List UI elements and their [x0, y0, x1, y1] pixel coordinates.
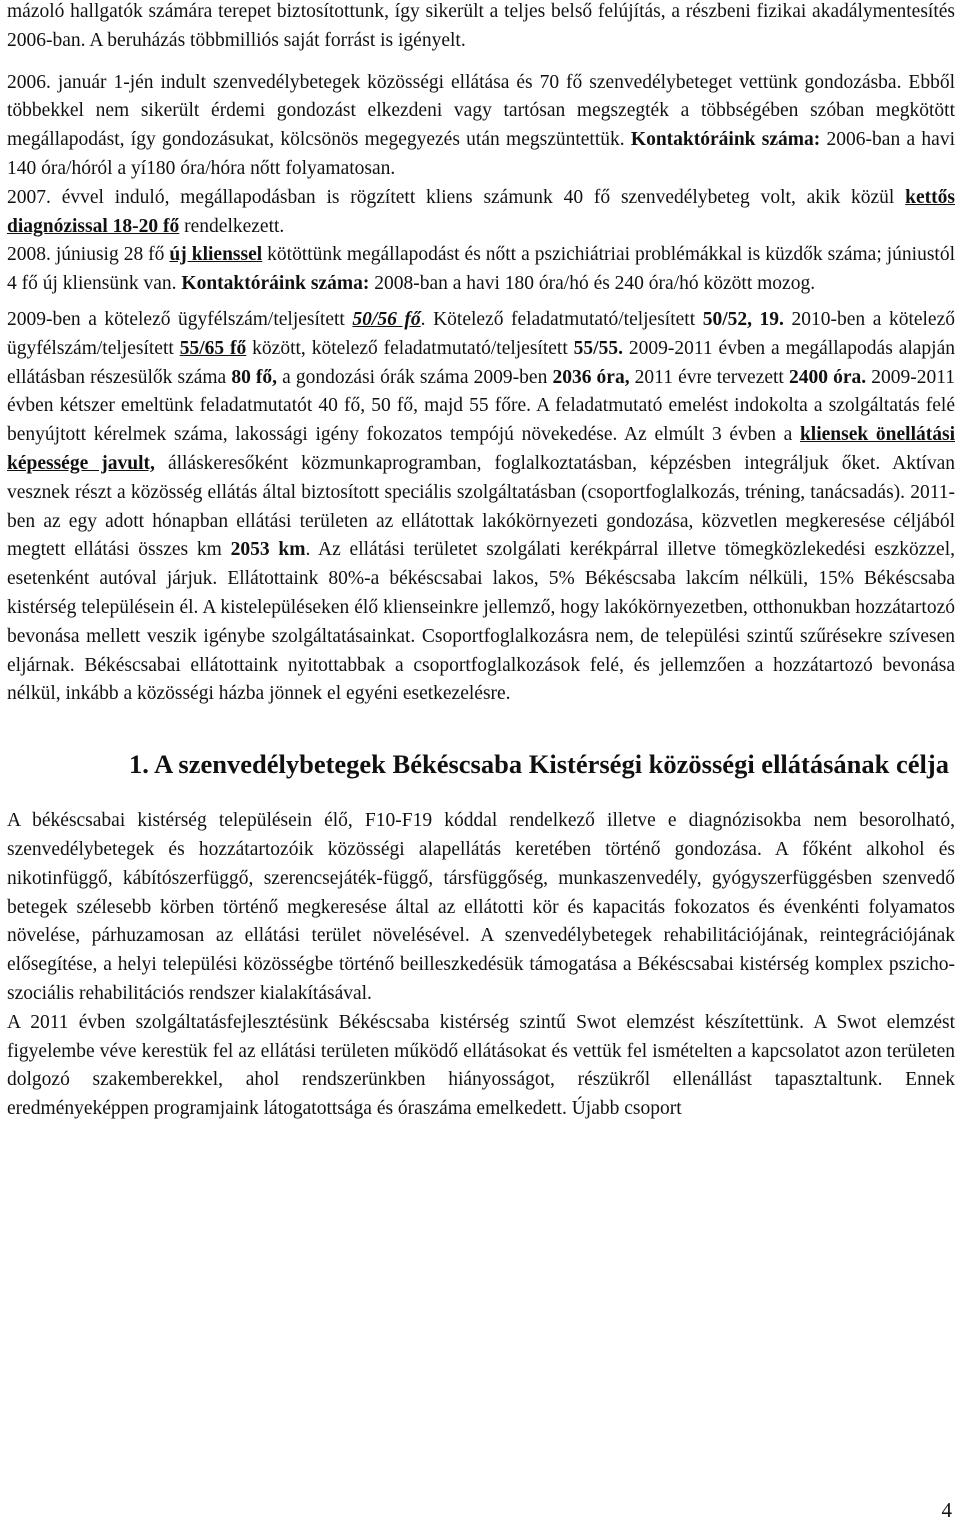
paragraph-text: rendelkezett.	[179, 215, 285, 237]
bold-value: 80 fő,	[231, 366, 278, 388]
paragraph-2007	[7, 184, 955, 242]
bold-text: kettős diagnózissal 18-20 fő	[7, 186, 955, 237]
paragraph-text: 2006-ban a havi 140 óra/hóról a yí180 óra/hóra nőtt folyamatosan.	[7, 129, 955, 179]
paragraph-text: 2008-ban a havi 180 óra/hó és 240 óra/hó között mozog.	[369, 273, 816, 295]
document-page	[7, 0, 955, 1124]
section-heading: 1. A szenvedélybetegek Békéscsaba Kistérségi közösségi ellátásának célja	[129, 749, 949, 780]
bold-phrase: kliensek önellátási képessége javult,	[7, 424, 955, 474]
paragraph-text: A 2011 évben szolgáltatásfejlesztésünk Békéscsaba kistérség szintű Swot elemzést készítettünk. A Swot elemzést figyelembe véve kerestük fel az ellátási területen működő ellátásokat és vettük fel ismételten a kapcsolatot azon területen dolgozó szakemberekkel, ahol rendszerünkben hiányosságot, részükről ellenállást tapasztaltunk. Ennek eredményeképpen programjaink látogatottsága és óraszáma emelkedett. Újabb csoport	[7, 1011, 955, 1120]
paragraph-text: 2010-ben a kötelező ügyfélszám/teljesített	[7, 308, 955, 359]
bold-value: 55/55.	[573, 337, 623, 359]
spacer	[7, 56, 955, 69]
paragraph-2009-2011	[7, 306, 955, 709]
paragraph-text: . Kötelező feladatmutató/teljesített	[420, 308, 703, 330]
paragraph-text: . Az ellátási területet szolgálati kerékpárral illetve tömegközlekedési eszközzel, esetenként autóval járjuk. Ellátottaink 80%-a békéscsabai lakos, 5% Békéscsaba lakcím nélküli, 15% Békéscsaba kistérség településein él. A kistelepüléseken élő klienseinkre jellemző, hogy lakókörnyezetben, otthonukban hozzátartozó bevonása mellett veszik igénybe szolgáltatásainkat. Csoportfoglalkozásra nem, de települési szintű szűrésekre szívesen eljárnak. Békéscsabai ellátottaink nyitottabbak a csoportfoglalkozások felé, és jellemzően a hozzátartozó bevonása nélkül, inkább a közösségi házba jönnek el egyéni esetkezelésre.	[7, 539, 955, 705]
paragraph-text: 2009-ben a kötelező ügyfélszám/teljesített	[7, 308, 353, 330]
bold-value: 2053 km	[230, 539, 306, 561]
paragraph-text: 2008. júniusig 28 fő	[7, 244, 170, 266]
paragraph-swot	[7, 1009, 955, 1124]
paragraph-text: 2011 évre tervezett	[629, 366, 789, 388]
bold-italic-value: 50/56 fő	[352, 308, 421, 330]
paragraph-goals	[7, 807, 955, 1009]
bold-value: 50/52, 19.	[702, 308, 784, 330]
bold-label: Kontaktóráink száma:	[181, 273, 370, 295]
paragraph-text: 2007. évvel induló, megállapodásban is rögzített kliens számunk 40 fő szenvedélybeteg volt, akik közül	[7, 186, 906, 208]
paragraph-text: között, kötelező feladatmutató/teljesített	[246, 337, 574, 359]
bold-text: új klienssel	[169, 244, 263, 266]
paragraph-text: 2009-2011 évben kétszer emeltünk feladatmutatót 40 fő, 50 fő, majd 55 főre. A feladatmutató emelést indokolta a szolgáltatás felé benyújtott kérelmek száma, lakossági igény fokozatos tempójú növekedése. Az elmúlt 3 évben a	[7, 366, 955, 446]
bold-value: 2036 óra,	[552, 366, 630, 388]
spacer	[7, 781, 955, 807]
bold-value: 2400 óra.	[788, 366, 867, 388]
paragraph-intro-renovation	[7, 0, 955, 56]
paragraph-text: mázoló hallgatók számára terepet biztosítottunk, így sikerült a teljes belső felújítás, a részbeni fizikai akadálymentesítés 2006-ban. A beruházás többmilliós saját forrást is igényelt.	[7, 1, 955, 51]
paragraph-text: a gondozási órák száma 2009-ben	[277, 366, 553, 388]
paragraph-text: kötöttünk megállapodást és nőtt a pszichiátriai problémákkal is küzdők száma; júniustól 4 fő új kliensünk van.	[7, 244, 955, 295]
paragraph-text: 2009-2011 évben a megállapodás alapján ellátásban részesülők száma	[7, 337, 956, 388]
spacer	[7, 709, 955, 747]
page-number: 4	[941, 1498, 952, 1522]
paragraph-text: álláskeresőként közmunkaprogramban, foglalkoztatásban, képzésben integráljuk őket. Aktívan vesznek részt a közösség ellátás által biztosított speciális szolgáltatásban (csoportfoglalkozás, tréning, tanácsadás). 2011-ben az egy adott hónapban ellátási területen az ellátottak lakókörnyezeti gondozása, közvetlen megkeresése céljából megtett ellátási összes km	[7, 452, 955, 561]
paragraph-2008	[7, 241, 955, 299]
paragraph-2006	[7, 69, 955, 184]
bold-value: 55/65 fő	[179, 337, 247, 359]
bold-label: Kontaktóráink száma:	[630, 129, 821, 151]
spacer	[7, 299, 955, 306]
paragraph-text: A békéscsabai kistérség településein élő, F10-F19 kóddal rendelkező illetve e diagnózisokba nem besorolható, szenvedélybetegek és hozzátartozóik közösségi alapellátás keretében történő gondozása. A főként alkohol és nikotinfüggő, kábítószerfüggő, szerencsejáték-függő, társfüggőség, munkaszenvedély, gyógyszerfüggésben szenvedő betegek szélesebb körben történő megkeresése által az ellátotti kör és kapacitás fokozatos és évenkénti folyamatos növelése, párhuzamosan az ellátási terület növelésével. A szenvedélybetegek rehabilitációjának, reintegrációjának elősegítése, a helyi települési közösségbe történő beilleszkedésük támogatása a Békéscsabai kistérség komplex pszicho-szociális rehabilitációs rendszer kialakításával.	[7, 810, 955, 1004]
paragraph-text: 2006. január 1-jén indult szenvedélybetegek közösségi ellátása és 70 fő szenvedélybeteget vettünk gondozásba. Ebből többekkel nem sikerült érdemi gondozást elkezdeni vagy tartósan megszegték a többségében szóban megkötött megállapodást, így gondozásukat, kölcsönös megegyezés után megszüntettük.	[7, 71, 955, 151]
